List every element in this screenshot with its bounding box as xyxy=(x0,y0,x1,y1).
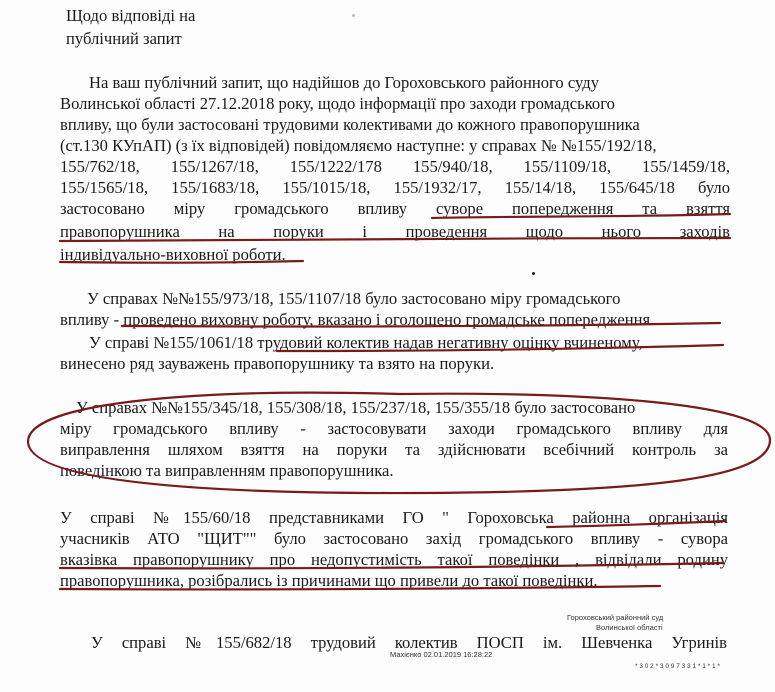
paragraph-line: правопорушника, розібрались із причинами що привели до такої поведінки. xyxy=(60,571,598,590)
paragraph-line: правопорушника на поруки і проведення щодо нього заходів xyxy=(60,222,730,241)
stamp-region: Волинської області xyxy=(596,623,663,632)
paragraph-line: міру громадського впливу - застосовувати заходи громадського впливу для xyxy=(60,419,728,438)
stamp-code: * 3 0 2 * 3 0 9 7 3 3 1 * 1 * 1 * xyxy=(635,663,720,670)
paragraph-line: На ваш публічний запит, що надійшов до Гороховського районного суду xyxy=(89,73,599,92)
paragraph-line: У справі №155/1061/18 трудовий колектив надав негативну оцінку вчиненому, xyxy=(89,333,643,352)
paragraph-line: У справах №№155/345/18, 155/308/18, 155/237/18, 155/355/18 було застосовано xyxy=(76,398,636,417)
paragraph-line: Волинської області 27.12.2018 року, щодо інформації про заходи громадського xyxy=(60,94,615,113)
paragraph-line: впливу, що були застосовані трудовими колективами до кожного правопорушника xyxy=(60,115,640,134)
paragraph-line: У справі №155/682/18 трудовий колектив ПОСП ім. Шевченка Угринів xyxy=(91,633,727,652)
paragraph-line: вказівка правопорушнику про недопустимість такої поведінки , відвідали родину xyxy=(60,550,728,569)
paragraph-line: учасників АТО "ЩИТ"" було застосовано захід громадського впливу - сувора xyxy=(60,529,728,548)
paragraph-line: У справах №№155/973/18, 155/1107/18 було застосовано міру громадського xyxy=(87,289,621,308)
paragraph-line: 155/1565/18, 155/1683/18, 155/1015/18, 155/1932/17, 155/14/18, 155/645/18 було xyxy=(60,178,730,197)
paragraph-line: винесено ряд зауважень правопорушнику та взято на поруки. xyxy=(60,354,495,373)
scan-mark xyxy=(532,272,535,275)
paragraph-line: У справі №155/60/18 представниками ГО " Гороховська районна організація xyxy=(60,508,728,527)
stamp-meta: Махієнко 02.01.2019 16:28:22 xyxy=(390,650,493,659)
paragraph-line: (ст.130 КУпАП) (з їх відповідей) повідомляємо наступне: у справах № №155/192/18, xyxy=(60,136,657,155)
paragraph-line: застосовано міру громадського впливу суворе попередження та взяття xyxy=(60,199,730,218)
heading-line-2: публічний запит xyxy=(66,29,182,48)
paragraph-line: 155/762/18, 155/1267/18, 155/1222/178 155/940/18, 155/1109/18, 155/1459/18, xyxy=(60,157,730,176)
paragraph-line: індивідуально-виховної роботи. xyxy=(60,245,286,264)
heading-line-1: Щодо відповіді на xyxy=(66,6,196,25)
stamp-court: Гороховський районний суд xyxy=(567,613,664,622)
paragraph-line: виправлення шляхом взяття на поруки та здійснювати всебічний контроль за xyxy=(60,440,728,459)
paragraph-line: впливу - проведено виховну роботу, вказано і оголошено громадське попередження. xyxy=(60,310,655,329)
scan-mark xyxy=(352,14,355,17)
paragraph-line: поведінкою та виправленням правопорушника. xyxy=(60,461,394,480)
